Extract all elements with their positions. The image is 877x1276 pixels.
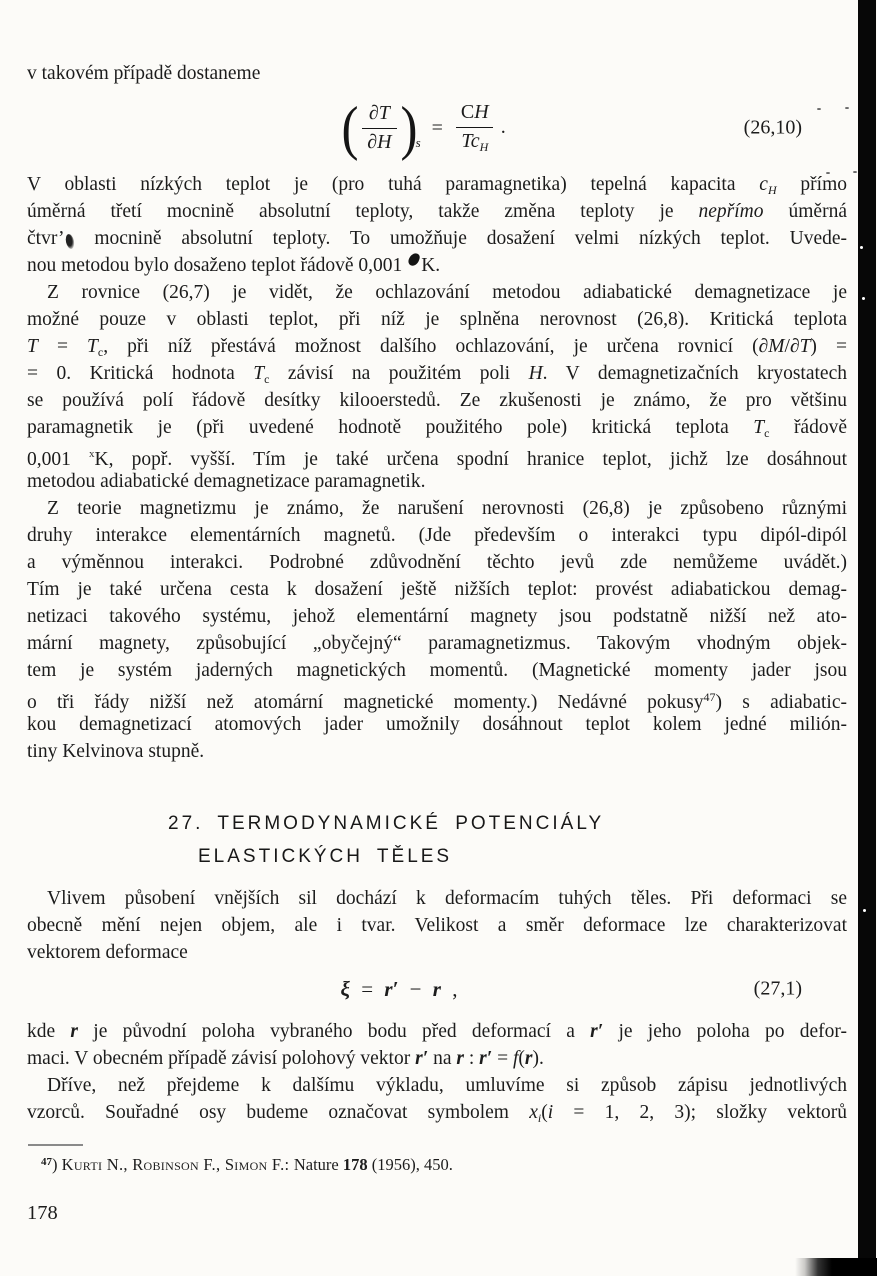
text-line — [27, 684, 847, 711]
text-line — [27, 333, 847, 360]
text-segment: 47 — [41, 1156, 52, 1168]
text-line — [27, 522, 847, 549]
text-segment: ( — [518, 1048, 525, 1069]
text-line — [27, 630, 847, 657]
text-line — [27, 603, 847, 630]
text-segment: tiny Kelvinova stupně. — [27, 741, 205, 762]
text-segment: Vlivem působení vnějších sil dochází k deformacím tuhých těles. Při deformaci se — [47, 888, 847, 909]
text-line — [27, 885, 847, 912]
text-segment: T — [27, 336, 38, 357]
text-segment: úměrná třetí mocnině absolutní teploty, takže změna teploty je — [27, 201, 699, 222]
text-segment: / — [784, 336, 790, 357]
text-segment: r′ — [590, 1021, 604, 1042]
scan-edge-black-bar — [858, 0, 876, 1276]
text-segment: mární magnety, způsobující „obyčejný“ paramagnetizmus. Takovým vhodným objek- — [27, 633, 847, 654]
text-segment: T — [753, 417, 765, 438]
left-paren: ( — [341, 94, 359, 161]
text-line — [27, 495, 847, 522]
text-segment: obecně mění nejen objem, ale i tvar. Velikost a směr deformace lze charakterizovat — [27, 915, 847, 936]
text-line — [27, 279, 847, 306]
T: T — [461, 130, 471, 152]
text-segment: 47 — [703, 690, 716, 704]
text-segment: , při níž přestává možnost dalšího ochlazování, je určena rovnicí ( — [103, 336, 759, 357]
text-segment: nepřímo — [698, 201, 764, 222]
text-segment: = — [37, 336, 88, 357]
text-segment: metodou adiabatické demagnetizace paramagnetik. — [27, 471, 426, 492]
footnote-text — [27, 1151, 847, 1176]
section-heading — [168, 807, 847, 873]
text-segment: c — [764, 426, 770, 440]
paragraph — [27, 1072, 847, 1126]
text-line — [27, 1045, 847, 1072]
text-line — [27, 198, 847, 225]
text-segment: c — [264, 372, 270, 386]
text-segment: je původní poloha vybraného bodu před deformací a — [78, 1021, 591, 1042]
partial-T: ∂T — [368, 102, 390, 124]
text-segment: Z rovnice (26,7) je vidět, že ochlazování metodou adiabatické demagnetizace je — [47, 282, 847, 303]
ink-smudge — [64, 233, 75, 249]
text-segment: paramagnetik je (při uvedené hodnotě použitého pole) kritická teplota — [27, 417, 754, 438]
scan-white-speck — [862, 297, 865, 300]
denominator-TcH — [456, 127, 493, 155]
equals-sign: = — [361, 976, 374, 1001]
text-segment: možné pouze v oblasti teplot, při níž je splněna nerovnost (26,8). Kritická teplota — [27, 309, 847, 330]
text-segment: K, popř. vyšší. Tím je také určena spodní hranice teplot, jichž lze dosáhnout — [94, 449, 847, 470]
text-segment: Kurti N., Robinson F., Simon F.: — [61, 1155, 294, 1174]
text-segment: vektorem deformace — [27, 942, 188, 963]
fraction-CH-TcH — [456, 101, 494, 155]
subscript-H: H — [479, 140, 489, 154]
paragraph — [27, 495, 847, 765]
text-segment: = 0. Kritická hodnota — [27, 363, 254, 384]
equation-body — [340, 94, 506, 161]
text-segment: c — [97, 345, 104, 359]
text-segment: . V demagnetizačních kryostatech — [542, 363, 847, 384]
text-line — [27, 468, 847, 495]
text-segment: = — [492, 1048, 513, 1069]
scan-white-speck — [860, 246, 863, 249]
text-segment: ∂M — [758, 336, 785, 357]
text-line — [27, 738, 847, 765]
text-line — [27, 711, 847, 738]
text-line — [27, 1018, 847, 1045]
C: C — [460, 101, 475, 123]
text-segment: kou demagnetizací atomových jader umožnily dosáhnout teplot kolem jedné milión- — [27, 714, 847, 735]
lead-in-text: v takovém případě dostaneme — [27, 63, 261, 84]
text-segment: o tři řády nižší než atomární magnetické momenty.) Nedávné pokusy — [27, 692, 704, 713]
page-number: 178 — [27, 1202, 58, 1224]
paragraph-group-top — [27, 171, 847, 765]
paragraph — [27, 171, 847, 279]
comma: , — [452, 976, 458, 1001]
subscript-s: s — [415, 135, 421, 150]
text-segment: přímo — [776, 174, 847, 195]
text-segment: Dříve, než přejdeme k dalšímu výkladu, umluvíme si způsob zápisu jednotlivých — [47, 1075, 847, 1096]
text-segment: netizaci takového systému, jehož elementární magnety jsou podstatně nižší než ato- — [27, 606, 847, 627]
scan-speck — [853, 171, 857, 173]
text-segment: čtvr’ — [27, 228, 65, 249]
text-segment: ) s adiabatic- — [715, 692, 847, 713]
paragraph — [27, 885, 847, 966]
text-segment: ) = — [810, 336, 847, 357]
text-segment: ). — [532, 1048, 544, 1069]
text-line — [27, 912, 847, 939]
text-segment: = 1, 2, 3); složky vektorů — [553, 1102, 847, 1123]
text-segment: 178 — [342, 1155, 368, 1174]
text-line — [27, 225, 847, 252]
paragraph — [27, 279, 847, 495]
text-segment: K. — [421, 255, 441, 276]
text-segment: ∂T — [789, 336, 811, 357]
text-line — [27, 306, 847, 333]
text-line — [27, 441, 847, 468]
paragraph-group-bottom — [27, 1018, 847, 1126]
text-line — [27, 360, 847, 387]
text-line — [27, 576, 847, 603]
text-line — [27, 1099, 847, 1126]
text-segment: V oblasti nízkých teplot je (pro tuhá paramagnetika) tepelná kapacita — [27, 174, 760, 195]
text-segment: kde — [27, 1021, 71, 1042]
text-segment: f — [512, 1048, 519, 1069]
text-segment: i — [537, 1111, 542, 1125]
right-paren: ) — [400, 94, 418, 161]
text-segment: nou metodou bylo dosaženo teplot řádově 0,001 — [27, 255, 408, 276]
scan-corner-black-patch — [795, 1258, 877, 1276]
text-segment: 0,001 — [27, 449, 90, 470]
text-segment: řádově — [769, 417, 847, 438]
section-heading-line1: 27. TERMODYNAMICKÉ POTENCIÁLY — [168, 813, 605, 834]
paragraph-group-mid — [27, 885, 847, 966]
partial-H: ∂H — [362, 128, 396, 154]
text-segment: H — [528, 363, 543, 384]
footnote — [27, 1144, 847, 1176]
equals-sign: = — [431, 116, 443, 139]
text-segment: r — [456, 1048, 464, 1069]
text-line — [27, 171, 847, 198]
text-line — [27, 1072, 847, 1099]
text-segment: r′ — [415, 1048, 429, 1069]
section-heading-line2: ELASTICKÝCH TĚLES — [198, 846, 453, 867]
text-segment: (1956), 450. — [367, 1155, 453, 1174]
scan-speck — [817, 108, 821, 110]
display-equation-26-10 — [27, 91, 847, 165]
text-segment: ) — [52, 1155, 62, 1174]
text-column — [27, 0, 847, 1225]
text-segment: x — [89, 448, 95, 460]
equation-body — [338, 977, 461, 1002]
r-prime-vector: r′ — [384, 976, 399, 1001]
text-segment: r′ — [479, 1048, 493, 1069]
text-segment: i — [547, 1102, 554, 1123]
text-segment: tem je systém jaderných magnetických momentů. (Magnetické momenty jader jsou — [27, 660, 847, 681]
text-segment: ( — [541, 1102, 548, 1123]
fraction-dT-dH — [362, 102, 396, 154]
text-line — [27, 657, 847, 684]
scan-speck — [826, 172, 830, 174]
text-segment: r — [524, 1048, 533, 1069]
text-segment: druhy interakce elementárních magnetů. (Jde především o interakci typu dipól-dipól — [27, 525, 847, 546]
text-segment: Nature — [293, 1155, 343, 1174]
text-segment: je jeho poloha po defor- — [603, 1021, 847, 1042]
footnote-separator-rule — [28, 1144, 83, 1146]
text-line — [27, 939, 847, 966]
display-equation-27-1 — [27, 968, 847, 1010]
text-segment: H — [767, 183, 777, 197]
text-segment: se používá polí řádově desítky kilooerstedů. Ze zkušenosti je známo, že pro většinu — [27, 390, 847, 411]
text-segment: a výměnnou interakci. Podrobné zdůvodnění těchto jevů zde nemůžeme uvádět.) — [27, 552, 847, 573]
scan-speck — [845, 107, 849, 109]
text-segment: c — [759, 174, 768, 195]
equation-number: (26,10) — [743, 116, 802, 139]
text-segment: vzorců. Souřadné osy budeme označovat symbolem — [27, 1102, 530, 1123]
r-vector: r — [432, 976, 441, 1001]
text-segment: závisí na použitém poli — [269, 363, 529, 384]
text-segment: Z teorie magnetizmu je známo, že narušení nerovnosti (26,8) je způsobeno různými — [47, 498, 847, 519]
paragraph — [27, 1018, 847, 1072]
text-segment: T — [87, 336, 98, 357]
text-segment: úměrná — [763, 201, 847, 222]
text-segment: r — [70, 1021, 79, 1042]
text-line — [27, 387, 847, 414]
ink-blob — [407, 252, 421, 267]
text-segment: : — [463, 1048, 480, 1069]
text-segment: Tím je také určena cesta k dosažení ještě nižších teplot: provést adiabatickou demag- — [27, 579, 847, 600]
text-segment: T — [253, 363, 265, 384]
xi-vector: ξ — [340, 976, 350, 1001]
text-line — [27, 549, 847, 576]
text-segment: na — [428, 1048, 457, 1069]
scan-white-speck — [863, 909, 866, 912]
text-line — [27, 252, 847, 279]
text-line — [27, 414, 847, 441]
numerator-CH — [456, 101, 494, 127]
equation-number: (27,1) — [753, 977, 802, 1000]
text-segment: mocnině absolutní teploty. To umožňuje dosažení velmi nízkých teplot. Uvede- — [74, 228, 847, 249]
text-segment: x — [529, 1102, 538, 1123]
text-segment: maci. V obecném případě závisí polohový vektor — [27, 1048, 416, 1069]
minus-sign: − — [409, 976, 422, 1001]
H: H — [474, 101, 489, 123]
period: . — [500, 116, 506, 138]
c: c — [470, 130, 480, 152]
